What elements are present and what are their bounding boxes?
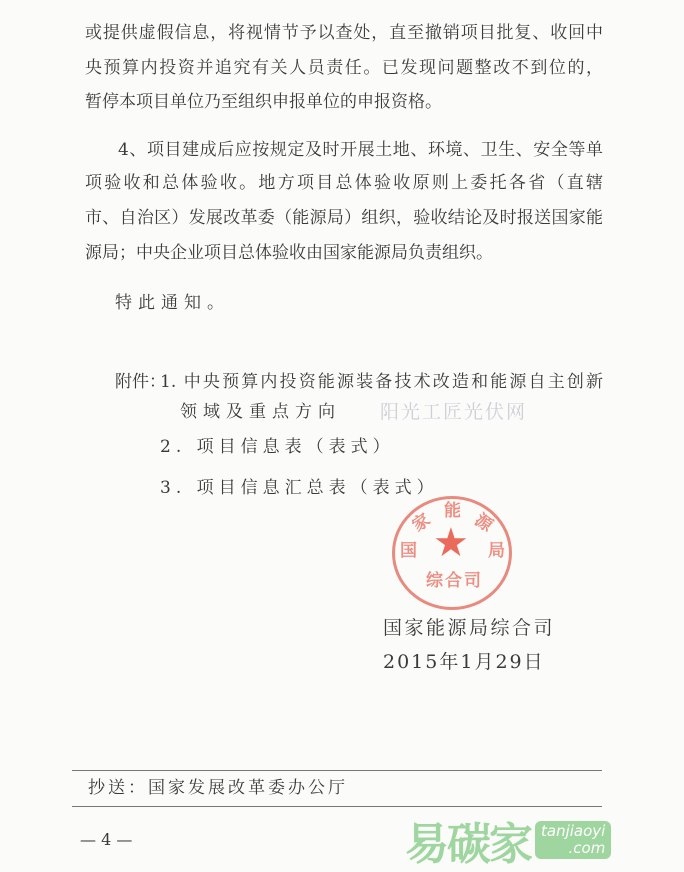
logo-domain: tanjiaoyi bbox=[541, 822, 606, 840]
attachment-item: 3. 项目信息汇总表（表式） bbox=[160, 478, 439, 498]
issuer-name: 国家能源局综合司 bbox=[383, 617, 556, 639]
attachment-item: 1. 中央预算内投资能源装备技术改造和能源自主创新 bbox=[160, 372, 603, 392]
attachment-item: 2. 项目信息表（表式） bbox=[160, 437, 395, 457]
body-line: 央预算内投资并追究有关人员责任。已发现问题整改不到位的， bbox=[85, 58, 603, 78]
attachments-label: 附件： bbox=[115, 372, 166, 392]
attachment-item: 领域及重点方向 bbox=[180, 402, 341, 422]
star-icon: ★ bbox=[433, 520, 469, 566]
body-line: 源局；中央企业项目总体验收由国家能源局负责组织。 bbox=[85, 243, 493, 263]
logo-text: 易碳家 bbox=[405, 819, 531, 870]
divider bbox=[72, 770, 602, 771]
cc-line: 抄送：国家发展改革委办公厅 bbox=[88, 778, 348, 798]
body-line: 或提供虚假信息，将视情节予以查处，直至撤销项目批复、收回中 bbox=[85, 23, 603, 43]
body-line: 暂停本项目单位乃至组织申报单位的申报资格。 bbox=[85, 92, 442, 112]
site-logo bbox=[405, 808, 611, 872]
watermark-text: 阳光工匠光伏网 bbox=[380, 401, 528, 423]
body-line: 4、项目建成后应按规定及时开展土地、环境、卫生、安全等单 bbox=[118, 140, 603, 160]
logo-tld: .com bbox=[568, 839, 606, 857]
body-line: 市、自治区）发展改革委（能源局）组织，验收结论及时报送国家能 bbox=[85, 208, 603, 228]
page-number: — 4 — bbox=[80, 830, 133, 849]
logo-badge bbox=[535, 821, 611, 859]
official-seal: 家 能 源 国 局 综合司 ★ bbox=[392, 496, 512, 610]
body-line: 项验收和总体验收。地方项目总体验收原则上委托各省（直辖 bbox=[85, 173, 603, 193]
body-line: 特此通知。 bbox=[115, 293, 230, 313]
divider bbox=[72, 806, 602, 807]
issue-date: 2015年1月29日 bbox=[383, 651, 545, 673]
